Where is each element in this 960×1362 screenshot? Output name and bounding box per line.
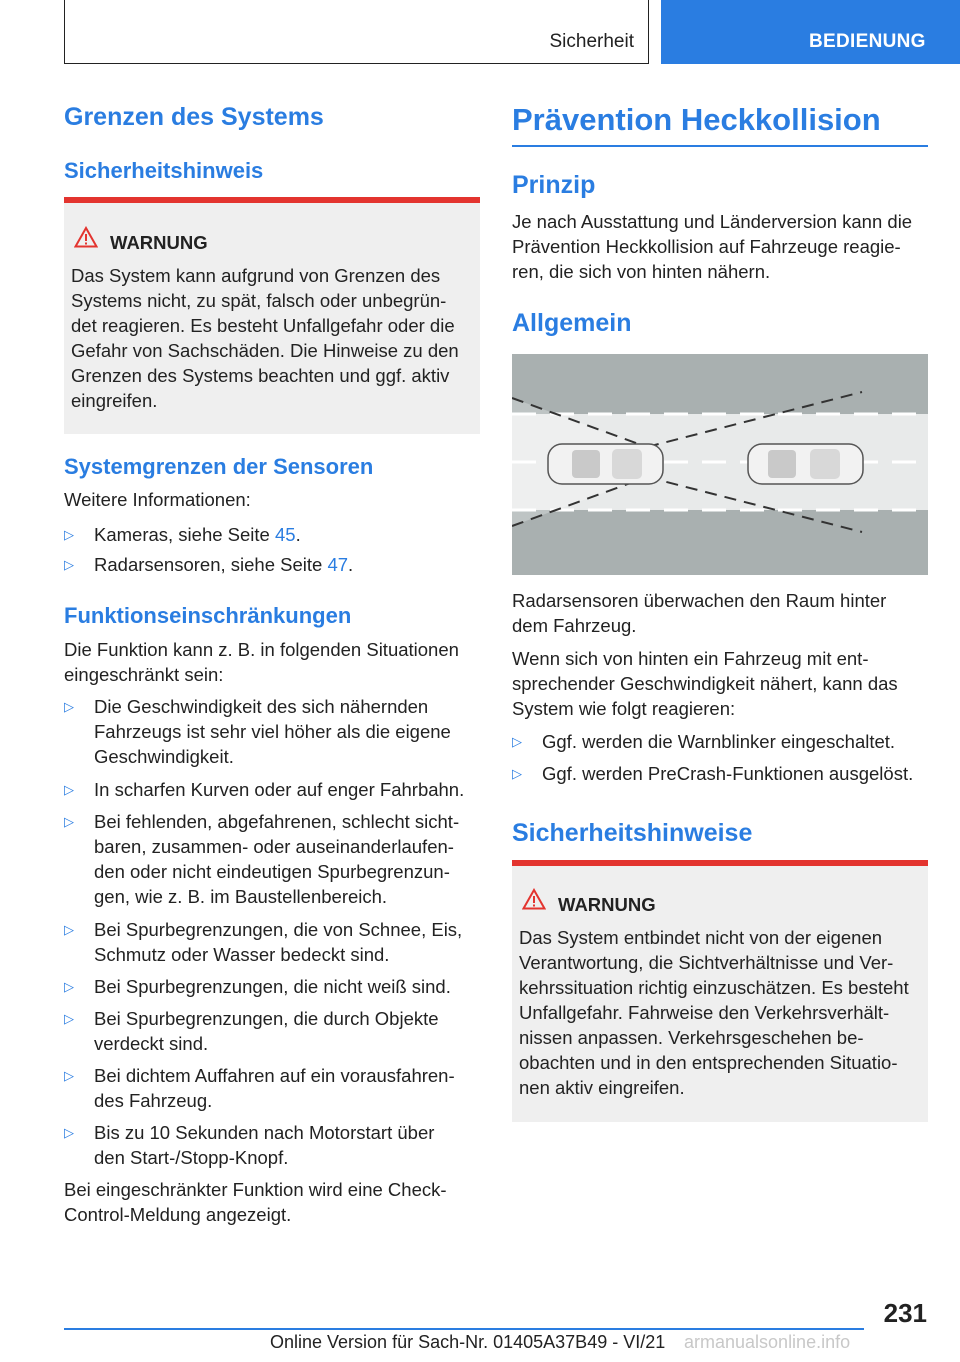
- bullet-icon: ▷: [64, 979, 74, 994]
- limits-outro: Bei eingeschränkter Funktion wird eine Check- Control-Meldung angezeigt.: [64, 1179, 447, 1225]
- page-number: 231: [883, 1298, 927, 1328]
- subheading-principle: Prinzip: [512, 171, 596, 199]
- bullet-icon: ▷: [64, 1125, 74, 1140]
- list-item: ▷ Bei Spurbegrenzungen, die nicht weiß sind.: [64, 976, 451, 997]
- warning-line: eingreifen.: [71, 390, 158, 411]
- bullet-icon: ▷: [64, 922, 74, 937]
- list-item: ▷ In scharfen Kurven oder auf enger Fahrbahn.: [64, 779, 465, 800]
- warning-line: Grenzen des Systems beachten und ggf. aktiv: [71, 365, 450, 386]
- following-car: [548, 444, 663, 484]
- general-paragraph-2: Wenn sich von hinten ein Fahrzeug mit ent- sprechender Geschwindigkeit nähert, kann das System wie folgt reagieren:: [512, 648, 898, 719]
- list-item: ▷ Kameras, siehe Seite 45.: [64, 524, 301, 545]
- bullet-icon: ▷: [64, 699, 74, 714]
- subheading-general: Allgemein: [512, 309, 632, 337]
- header-chapter-tab: [661, 0, 960, 64]
- warning-triangle-icon: [522, 888, 546, 910]
- warning-box: [64, 197, 480, 434]
- header-chapter-label: BEDIENUNG: [809, 31, 926, 52]
- page-link-47[interactable]: 47: [327, 554, 349, 575]
- bullet-icon: ▷: [64, 1011, 74, 1026]
- bullet-icon: ▷: [64, 1068, 74, 1083]
- header-section-tab: [64, 0, 649, 64]
- subheading-safety-notes: Sicherheitshinweise: [512, 819, 753, 847]
- list-item: ▷ Bei fehlenden, abgefahrenen, schlecht sicht- baren, zusammen- oder auseinanderlaufen- den oder nicht eindeutigen Spurbegrenzun- gen, wie z. B. im Baustellenbereich.: [64, 811, 460, 907]
- page-link-45[interactable]: 45: [274, 524, 296, 545]
- warning-line: Das System kann aufgrund von Grenzen des: [71, 265, 441, 286]
- rear-radar-illustration: [512, 354, 928, 575]
- list-item: ▷ Die Geschwindigkeit des sich nähernden Fahrzeugs ist sehr viel höher als die eigene Geschwindigkeit.: [64, 696, 451, 767]
- limits-intro: Die Funktion kann z. B. in folgenden Situationen eingeschränkt sein:: [64, 639, 459, 685]
- warning-title: WARNUNG: [110, 232, 208, 253]
- footer-rule: [64, 1328, 864, 1330]
- section-title-limits: Grenzen des Systems: [64, 103, 324, 131]
- bullet-icon: ▷: [64, 814, 74, 829]
- bullet-icon: ▷: [64, 557, 74, 572]
- general-paragraph-1: Radarsensoren überwachen den Raum hinter dem Fahrzeug.: [512, 590, 887, 636]
- warning-text: [71, 263, 476, 413]
- footer-watermark: armanualsonline.info: [684, 1332, 851, 1352]
- warning-title: WARNUNG: [558, 894, 656, 915]
- subheading-safety-note: Sicherheitshinweis: [64, 158, 264, 183]
- warning-triangle-icon: [74, 226, 98, 248]
- warning-text: Das System entbindet nicht von der eigenen Verantwortung, die Sichtverhältnisse und Ver- kehrssituation richtig einzuschätzen. Es besteht Unfallgefahr. Fahrweise den Verkehrsverhält- nissen anpassen. Verkehrsgeschehen be- obachten und in den entsprechenden Situatio- nen aktiv eingreifen.: [519, 927, 909, 1098]
- page-title: Prävention Heckkollision: [512, 102, 881, 137]
- bullet-icon: ▷: [512, 734, 522, 749]
- principle-text: Je nach Ausstattung und Länderversion kann die Prävention Heckkollision auf Fahrzeuge reagie- ren, die sich von hinten nähern.: [512, 211, 913, 282]
- subheading-sensor-limits: Systemgrenzen der Sensoren: [64, 454, 374, 479]
- list-item: ▷ Bei dichtem Auffahren auf ein vorausfahren- des Fahrzeug.: [64, 1065, 455, 1111]
- subheading-function-limits: Funktionseinschränkungen: [64, 603, 352, 628]
- bullet-icon: ▷: [64, 782, 74, 797]
- bullet-icon: ▷: [64, 527, 74, 542]
- title-underline: [512, 145, 928, 147]
- warning-line: det reagieren. Es besteht Unfallgefahr oder die: [71, 315, 455, 336]
- list-item: ▷ Ggf. werden die Warnblinker eingeschaltet.: [512, 731, 896, 752]
- warning-box: [512, 860, 928, 1122]
- footer-version-text: Online Version für Sach-Nr. 01405A37B49 - VI/21: [270, 1332, 666, 1352]
- own-car: [748, 444, 863, 484]
- warning-line: Gefahr von Sachschäden. Die Hinweise zu den: [71, 340, 459, 361]
- header-section-label: Sicherheit: [549, 31, 634, 52]
- list-item: ▷ Ggf. werden PreCrash-Funktionen ausgelöst.: [512, 763, 914, 784]
- list-item: ▷ Bei Spurbegrenzungen, die von Schnee, Eis, Schmutz oder Wasser bedeckt sind.: [64, 919, 463, 965]
- sensor-intro: Weitere Informationen:: [64, 489, 251, 510]
- list-item: ▷ Bis zu 10 Sekunden nach Motorstart über den Start-/Stopp-Knopf.: [64, 1122, 435, 1168]
- list-item: ▷ Radarsensoren, siehe Seite 47.: [64, 554, 354, 575]
- warning-line: Systems nicht, zu spät, falsch oder unbegrün-: [71, 290, 447, 311]
- bullet-icon: ▷: [512, 766, 522, 781]
- list-item: ▷ Bei Spurbegrenzungen, die durch Objekte verdeckt sind.: [64, 1008, 439, 1054]
